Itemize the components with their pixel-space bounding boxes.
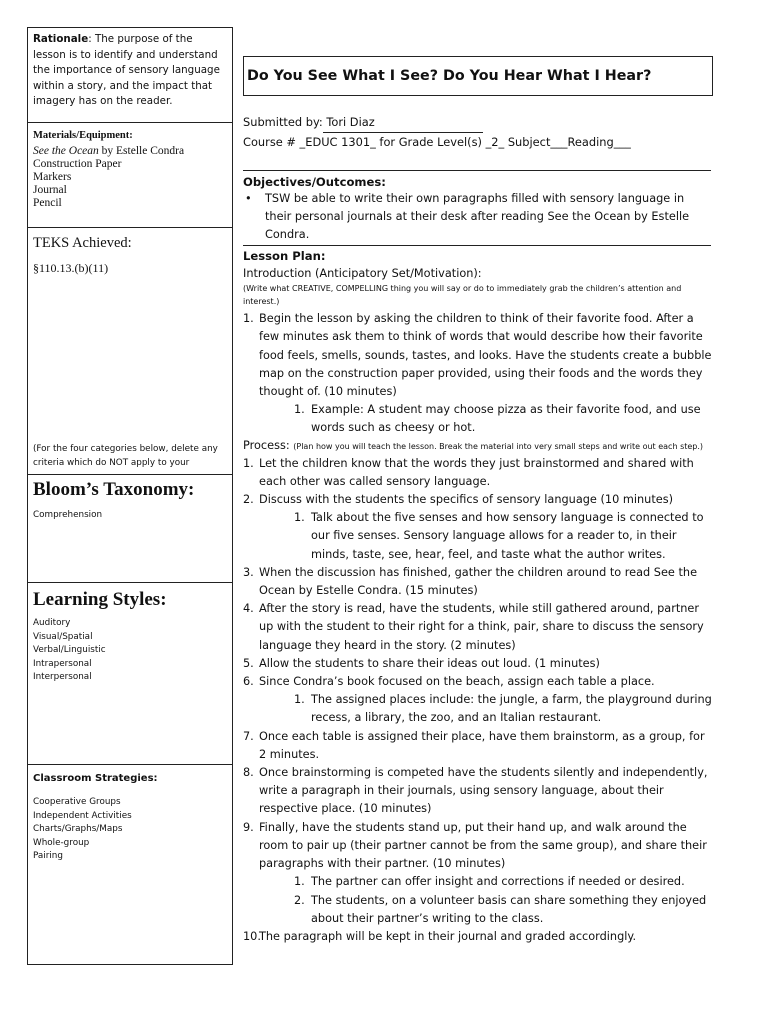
item-number: 9. (243, 820, 254, 834)
learning-style-item: Verbal/Linguistic (33, 645, 106, 655)
item-number: 7. (243, 729, 254, 743)
list-item (243, 564, 713, 600)
rationale-section (28, 28, 232, 123)
sidebar (27, 27, 233, 965)
list-item (243, 455, 713, 491)
item-text: The paragraph will be kept in their journal and graded accordingly. (259, 929, 637, 943)
submitted-label: Submitted by: (243, 115, 323, 129)
page-title: Do You See What I See? Do You Hear What I Hear? (243, 56, 713, 96)
process-label: Process: (243, 438, 290, 452)
item-text: Once brainstorming is competed have the students silently and independently, write a paragraph in their journals, using sensory language, about their respective place. (10 minutes) (259, 766, 708, 816)
item-number: 2. (294, 893, 305, 907)
item-number: 10. (243, 929, 261, 943)
item-number: 1. (243, 312, 254, 326)
blooms-label: Bloom’s Taxonomy: (33, 479, 195, 500)
item-number: 1. (294, 693, 305, 707)
strategy-item: Charts/Graphs/Maps (33, 824, 123, 834)
item-number: 4. (243, 602, 254, 616)
item-text: The assigned places include: the jungle, a farm, the playground during recess, a library, the zoo, and an Italian restaurant. (311, 693, 712, 725)
objectives-section (243, 174, 711, 245)
item-text: When the discussion has finished, gather the children around to read See the Ocean by Estelle Condra. (15 minutes) (259, 565, 698, 598)
submission-info (243, 113, 631, 152)
book-title: See the Ocean (33, 145, 99, 157)
materials-book (33, 145, 227, 158)
intro-label: Introduction (Anticipatory Set/Motivation): (243, 267, 482, 280)
classroom-strategies-section (28, 765, 232, 966)
item-number: 8. (243, 766, 254, 780)
sub-list-item (243, 873, 713, 891)
materials-item: Journal (33, 184, 67, 196)
teks-note: (For the four categories below, delete any criteria which do NOT apply to your (33, 444, 218, 468)
lesson-plan-section (243, 248, 713, 946)
learning-style-item: Visual/Spatial (33, 631, 93, 642)
rationale-label: Rationale (33, 33, 89, 45)
strategy-item: Cooperative Groups (33, 797, 121, 807)
item-text: Example: A student may choose pizza as their favorite food, and use words such as cheesy or hot. (311, 403, 701, 435)
item-number: 1. (294, 511, 305, 525)
course-line: Course # _EDUC 1301_ for Grade Level(s) _2_ Subject___Reading___ (243, 135, 631, 149)
item-number: 3. (243, 565, 254, 579)
learning-style-item: Interpersonal (33, 672, 92, 682)
item-number: 5. (243, 656, 254, 670)
item-text: Finally, have the students stand up, put their hand up, and walk around the room to pair up (their partner cannot be from the same group), and share their paragraphs with their partner. (10 minutes) (259, 820, 707, 871)
list-item (243, 764, 713, 819)
strategy-item: Independent Activities (33, 810, 132, 821)
item-text: Talk about the five senses and how sensory language is connected to our five senses. Sensory language allows for a reader to, in their minds, taste, see, hear, feel, and taste what the author writes. (311, 511, 704, 561)
objective-text: TSW be able to write their own paragraphs filled with sensory language in their personal journals at their desk after reading See the Ocean by Estelle Condra. (265, 192, 690, 242)
sub-list-item (243, 892, 713, 928)
submitted-value: Tori Diaz (323, 113, 484, 133)
item-text: After the story is read, have the students, while still gathered around, partner up with the student to their right for a think, pair, share to discuss the sensory language they heard in the story. (2 minutes) (259, 602, 704, 652)
item-text: Since Condra’s book focused on the beach, assign each table a place. (259, 675, 655, 689)
item-number: 1. (294, 875, 305, 889)
learning-style-item: Auditory (33, 618, 71, 628)
learning-styles-section (28, 583, 232, 765)
list-item (243, 673, 713, 691)
blooms-section (28, 475, 232, 583)
item-number: 6. (243, 675, 254, 689)
item-number: 1. (243, 456, 254, 470)
objectives-label: Objectives/Outcomes: (243, 175, 386, 189)
item-text: Allow the students to share their ideas out loud. (1 minutes) (259, 656, 600, 670)
book-author: by Estelle Condra (98, 145, 185, 157)
materials-section (28, 123, 232, 228)
item-number: 2. (243, 493, 254, 507)
item-text: Discuss with the students the specifics of sensory language (10 minutes) (259, 493, 673, 507)
item-text: Once each table is assigned their place, have them brainstorm, as a group, for 2 minutes. (259, 729, 705, 761)
divider (243, 245, 711, 246)
intro-note: (Write what CREATIVE, COMPELLING thing you will say or do to immediately grab the children’s attention and interest.) (243, 284, 682, 306)
list-item (243, 655, 713, 673)
list-item (243, 928, 713, 946)
materials-item: Construction Paper (33, 158, 122, 170)
strategy-item: Whole-group (33, 837, 90, 848)
teks-code: §110.13.(b)(11) (33, 261, 109, 275)
lesson-plan-label: Lesson Plan: (243, 249, 326, 263)
rationale-text: : The purpose of the lesson is to identify and understand the importance of sensory language within a story, and the impact that imagery has on the reader. (33, 33, 220, 107)
item-number: 1. (294, 403, 305, 417)
item-text: Begin the lesson by asking the children to think of their favorite food. After a few minutes ask them to think of words that would describe how their favorite food feels, smells, sounds, tastes, and looks. Have the students create a bubble map on the construction paper provided, using their foods and the words they thought of. (10 minutes) (259, 312, 712, 399)
list-item (243, 728, 713, 764)
learning-styles-label: Learning Styles: (33, 589, 167, 610)
learning-style-item: Intrapersonal (33, 658, 92, 669)
sub-list-item (243, 509, 713, 564)
sub-list-item (243, 691, 713, 727)
blooms-item: Comprehension (33, 510, 103, 520)
bullet-icon: • (245, 192, 252, 205)
item-text: The partner can offer insight and corrections if needed or desired. (311, 875, 685, 889)
sub-list-item (243, 401, 713, 437)
process-note: (Plan how you will teach the lesson. Break the material into very small steps and write out each step.) (293, 441, 704, 451)
materials-item: Markers (33, 171, 72, 183)
list-item (243, 310, 713, 401)
objective-item (243, 190, 711, 245)
process-header (243, 439, 713, 453)
teks-section (28, 228, 232, 475)
materials-label: Materials/Equipment: (33, 130, 133, 141)
item-text: Let the children know that the words they just brainstormed and shared with each other was called sensory language. (259, 456, 694, 488)
item-text: The students, on a volunteer basis can share something they enjoyed about their partner’s writing to the class. (311, 893, 707, 925)
strategy-item: Pairing (33, 851, 63, 861)
teks-label: TEKS Achieved: (33, 235, 132, 251)
list-item (243, 600, 713, 655)
list-item (243, 491, 713, 509)
list-item (243, 819, 713, 874)
materials-item: Pencil (33, 197, 62, 209)
classroom-strategies-label: Classroom Strategies: (33, 773, 158, 784)
divider (243, 170, 711, 171)
